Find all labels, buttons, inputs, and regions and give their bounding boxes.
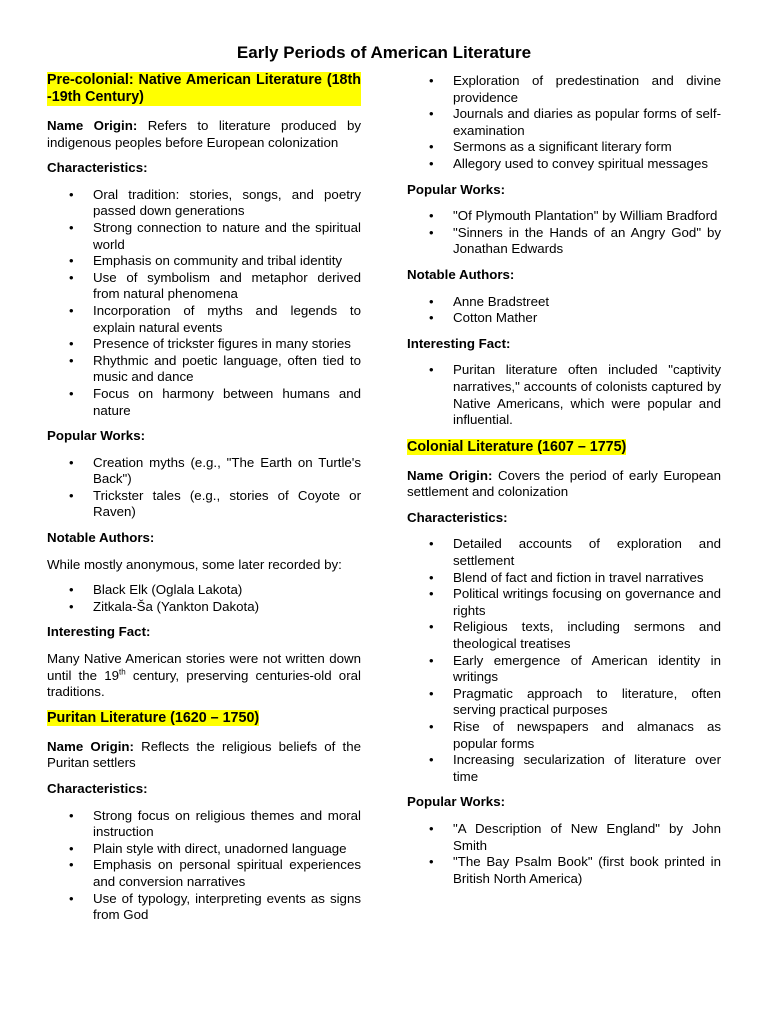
left-column xyxy=(47,72,361,933)
list-item: • Use of symbolism and metaphor derived from natural phenomena xyxy=(69,269,361,302)
list-item: • Detailed accounts of exploration and settlement xyxy=(429,536,721,569)
list-item: • Increasing secularization of literature over time xyxy=(429,752,721,784)
puritan-name-origin: Name Origin: Reflects the religious beliefs of the Puritan settlers xyxy=(47,738,361,771)
colonial-characteristics-label: Characteristics: xyxy=(407,509,508,525)
list-item: • Rhythmic and poetic language, often tied to music and dance xyxy=(69,352,361,385)
list-item: • Allegory used to convey spiritual messages xyxy=(429,155,708,171)
list-item: • Creation myths (e.g., "The Earth on Turtle's Back") xyxy=(69,454,361,487)
precolonial-heading: Pre-colonial: Native American Literature (18th -19th Century) xyxy=(47,72,361,105)
list-item: • Pragmatic approach to literature, often serving practical purposes xyxy=(429,685,721,718)
precolonial-popular-works-label: Popular Works: xyxy=(47,428,146,444)
list-item: • Rise of newspapers and almanacs as popular forms xyxy=(429,719,721,751)
list-item: • Zitkala-Ša (Yankton Dakota) xyxy=(69,598,260,614)
puritan-popular-works-list xyxy=(407,208,721,258)
precolonial-notable-authors-label: Notable Authors: xyxy=(47,530,155,546)
precolonial-characteristics-list xyxy=(47,187,361,419)
list-item: • Journals and diaries as popular forms of self-examination xyxy=(429,106,721,138)
right-column xyxy=(407,73,721,896)
puritan-characteristics-list-part2 xyxy=(407,73,721,173)
list-item: • Political writings focusing on governance and rights xyxy=(429,586,721,618)
puritan-characteristics-label: Characteristics: xyxy=(47,781,148,796)
list-item: • Cotton Mather xyxy=(429,310,538,326)
list-item: • Strong connection to nature and the spiritual world xyxy=(69,219,361,252)
puritan-notable-authors-list xyxy=(407,294,721,327)
puritan-interesting-fact-label: Interesting Fact: xyxy=(407,335,511,351)
list-item: • Black Elk (Oglala Lakota) xyxy=(69,582,243,598)
colonial-popular-works-label: Popular Works: xyxy=(407,794,506,810)
list-item: • "Sinners in the Hands of an Angry God" by Jonathan Edwards xyxy=(429,224,721,257)
list-item: • Presence of trickster figures in many stories xyxy=(69,336,351,352)
puritan-popular-works-label: Popular Works: xyxy=(407,181,506,197)
precolonial-interesting-fact-label: Interesting Fact: xyxy=(47,624,151,640)
list-item: • Strong focus on religious themes and moral instruction xyxy=(69,807,361,840)
precolonial-name-origin: Name Origin: Refers to literature produced by indigenous peoples before European colonization xyxy=(47,118,361,150)
list-item: • Plain style with direct, unadorned language xyxy=(69,840,347,856)
puritan-interesting-fact-list xyxy=(407,362,721,428)
precolonial-notable-authors-intro: While mostly anonymous, some later recorded by: xyxy=(47,556,342,572)
list-item: • Emphasis on personal spiritual experiences and conversion narratives xyxy=(69,857,361,889)
list-item: • Anne Bradstreet xyxy=(429,293,550,309)
page-title: Early Periods of American Literature xyxy=(236,43,532,62)
colonial-characteristics-list xyxy=(407,536,721,785)
list-item: • Trickster tales (e.g., stories of Coyote or Raven) xyxy=(69,487,361,520)
list-item: • Exploration of predestination and divine providence xyxy=(429,73,721,105)
list-item: • Religious texts, including sermons and theological treatises xyxy=(429,619,721,652)
puritan-notable-authors-label: Notable Authors: xyxy=(407,266,515,282)
list-item: • Sermons as a significant literary form xyxy=(429,139,672,155)
puritan-heading: Puritan Literature (1620 – 1750) xyxy=(47,709,260,726)
list-item: • Puritan literature often included "captivity narratives," accounts of colonists captured by Native Americans, which were popular and influential. xyxy=(429,362,721,428)
list-item: • Emphasis on community and tribal identity xyxy=(69,253,343,269)
list-item: • Oral tradition: stories, songs, and poetry passed down generations xyxy=(69,186,361,219)
puritan-characteristics-list-part1 xyxy=(47,808,361,924)
precolonial-notable-authors-list xyxy=(47,582,361,615)
colonial-name-origin: Name Origin: Covers the period of early European settlement and colonization xyxy=(407,467,721,500)
list-item: • "A Description of New England" by John Smith xyxy=(429,820,721,853)
list-item: • Blend of fact and fiction in travel narratives xyxy=(429,569,704,585)
list-item: • "The Bay Psalm Book" (first book printed in British North America) xyxy=(429,854,721,886)
list-item: • Early emergence of American identity in writings xyxy=(429,652,721,685)
list-item: • Incorporation of myths and legends to explain natural events xyxy=(69,302,361,335)
list-item: • "Of Plymouth Plantation" by William Bradford xyxy=(429,208,718,224)
precolonial-interesting-fact: Many Native American stories were not written down until the 19th century, preserving centuries-old oral traditions. xyxy=(47,651,361,700)
list-item: • Use of typology, interpreting events as signs from God xyxy=(69,890,361,923)
colonial-popular-works-list xyxy=(407,821,721,887)
colonial-heading: Colonial Literature (1607 – 1775) xyxy=(407,438,627,455)
list-item: • Focus on harmony between humans and nature xyxy=(69,385,361,418)
precolonial-popular-works-list xyxy=(47,455,361,521)
precolonial-characteristics-label: Characteristics: xyxy=(47,160,148,176)
